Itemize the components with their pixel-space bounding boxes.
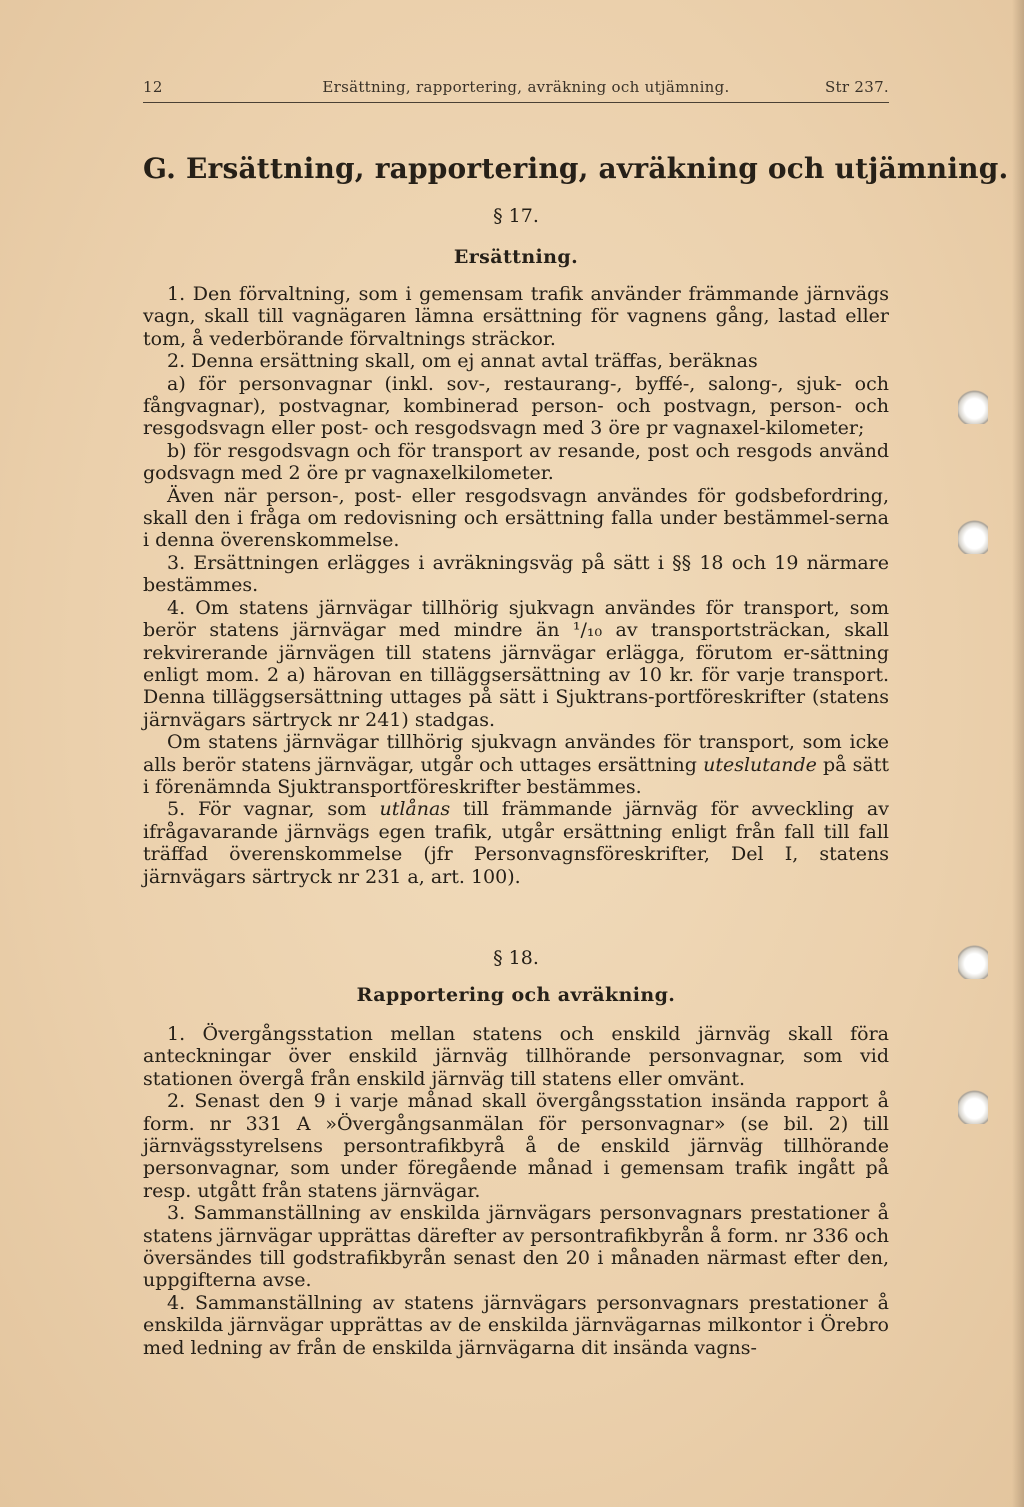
s17-paragraph-2a: a) för personvagnar (inkl. sov-, restaurang-, byffé-, salong-, sjuk- och fångvagnar), postvagnar, kombinerad person- och postvagn, person- och resgodsvagn eller post- och resgodsvagn med 3 öre pr vagnaxel-kilometer; [143, 372, 889, 440]
section-18-body [143, 1023, 889, 1359]
s17-p5-text-b: till främmande järnväg för avveckling av ifrågavarande järnvägs egen trafik, utgår ersättning enligt från fall till fall träffad överenskommelse (jfr Personvagnsföreskrifter, Del I, statens järnvägars särtryck nr 231 a, art. 100). [143, 798, 889, 888]
s18-paragraph-4: 4. Sammanställning av statens järnvägars personvagnars prestationer å enskilda järnvägar upprättas av de enskilda järnvägarnas milkontor i Örebro med ledning av från de enskilda järnvägarna dit insända vagns- [143, 1291, 889, 1359]
s18-paragraph-3: 3. Sammanställning av enskilda järnvägars personvagnars prestationer å statens järnvägar upprättas därefter av persontrafikbyrån å form. nr 336 och översändes till godstrafikbyrån senast den 20 i månaden närmast efter den, uppgifterna avse. [143, 1202, 889, 1292]
chapter-title: G. Ersättning, rapportering, avräkning och utjämning. [143, 152, 1009, 185]
s17-paragraph-aven: Även när person-, post- eller resgodsvagn användes för godsbefordring, skall den i fråga om redovisning och ersättning falla under bestämmel-serna i denna överenskommelse. [143, 484, 889, 552]
binder-hole [958, 945, 988, 979]
s18-paragraph-1: 1. Övergångsstation mellan statens och enskild järnväg skall föra anteckningar över enskild järnväg tillhörande personvagnar, som vid stationen övergå från enskild järnväg till statens eller omvänt. [143, 1023, 889, 1090]
s17-paragraph-2: 2. Denna ersättning skall, om ej annat avtal träffas, beräknas [167, 350, 758, 373]
binder-hole [958, 1090, 988, 1124]
s17-p5-italic: utlånas [379, 798, 451, 821]
s17-p4b-text-b: på sätt i förenämnda Sjuktransportföreskrifter bestämmes. [143, 753, 889, 798]
s17-paragraph-4: 4. Om statens järnvägar tillhörig sjukvagn användes för transport, som berör statens järnvägar med mindre än ¹/₁₀ av transportsträckan, skall rekvirerande järnvägen till statens järnvägar erlägga, förutom er-sättning enligt mom. 2 a) härovan en tilläggsersättning av 10 kr. för varje transport. Denna tilläggsersättning uttages på sätt i Sjuktrans-portföreskrifter (statens järnvägars särtryck nr 241) stadgas. [143, 596, 889, 731]
s17-p5-text-a: 5. För vagnar, som [167, 798, 367, 821]
binder-hole [958, 520, 988, 554]
s17-paragraph-5 [143, 798, 889, 888]
section-17-body [143, 283, 889, 888]
s17-paragraph-1: 1. Den förvaltning, som i gemensam trafik använder främmande järnvägs vagn, skall till vagnägaren lämna ersättning för vagnens gång, lastad eller tom, å vederbörande förvaltnings sträckor. [143, 283, 889, 350]
s17-paragraph-2b: b) för resgodsvagn och för transport av resande, post och resgods använd godsvagn med 2 öre pr vagnaxelkilometer. [143, 439, 889, 485]
header-reference: Str 237. [824, 78, 889, 96]
page-number: 12 [143, 78, 163, 96]
running-header [143, 78, 889, 103]
s17-paragraph-3: 3. Ersättningen erlägges i avräkningsväg på sätt i §§ 18 och 19 närmare bestämmes. [143, 551, 889, 597]
s17-p4b-text-a: Om statens järnvägar tillhörig sjukvagn användes för transport, som icke alls berör statens järnvägar, utgår och uttages ersättning [143, 731, 889, 776]
section-17-number: § 17. [493, 205, 539, 227]
s18-paragraph-2: 2. Senast den 9 i varje månad skall övergångsstation insända rapport å form. nr 331 A »Övergångsanmälan för personvagnar» (se bil. 2) till järnvägsstyrelsens persontrafikbyrå å de enskild järnväg tillhörande personvagnar, som under föregående månad i gemensam trafik ingått på resp. utgått från statens järnvägar. [143, 1090, 889, 1202]
page-edge-shadow [1012, 0, 1024, 1507]
section-18-title: Rapportering och avräkning. [356, 984, 676, 1006]
s17-paragraph-4b [143, 731, 889, 798]
s17-p4b-italic: uteslutande [703, 753, 817, 776]
section-17-title: Ersättning. [453, 246, 579, 268]
section-18-number: § 18. [493, 947, 539, 969]
binder-hole [958, 390, 988, 424]
running-title: Ersättning, rapportering, avräkning och utjämning. [322, 78, 730, 96]
